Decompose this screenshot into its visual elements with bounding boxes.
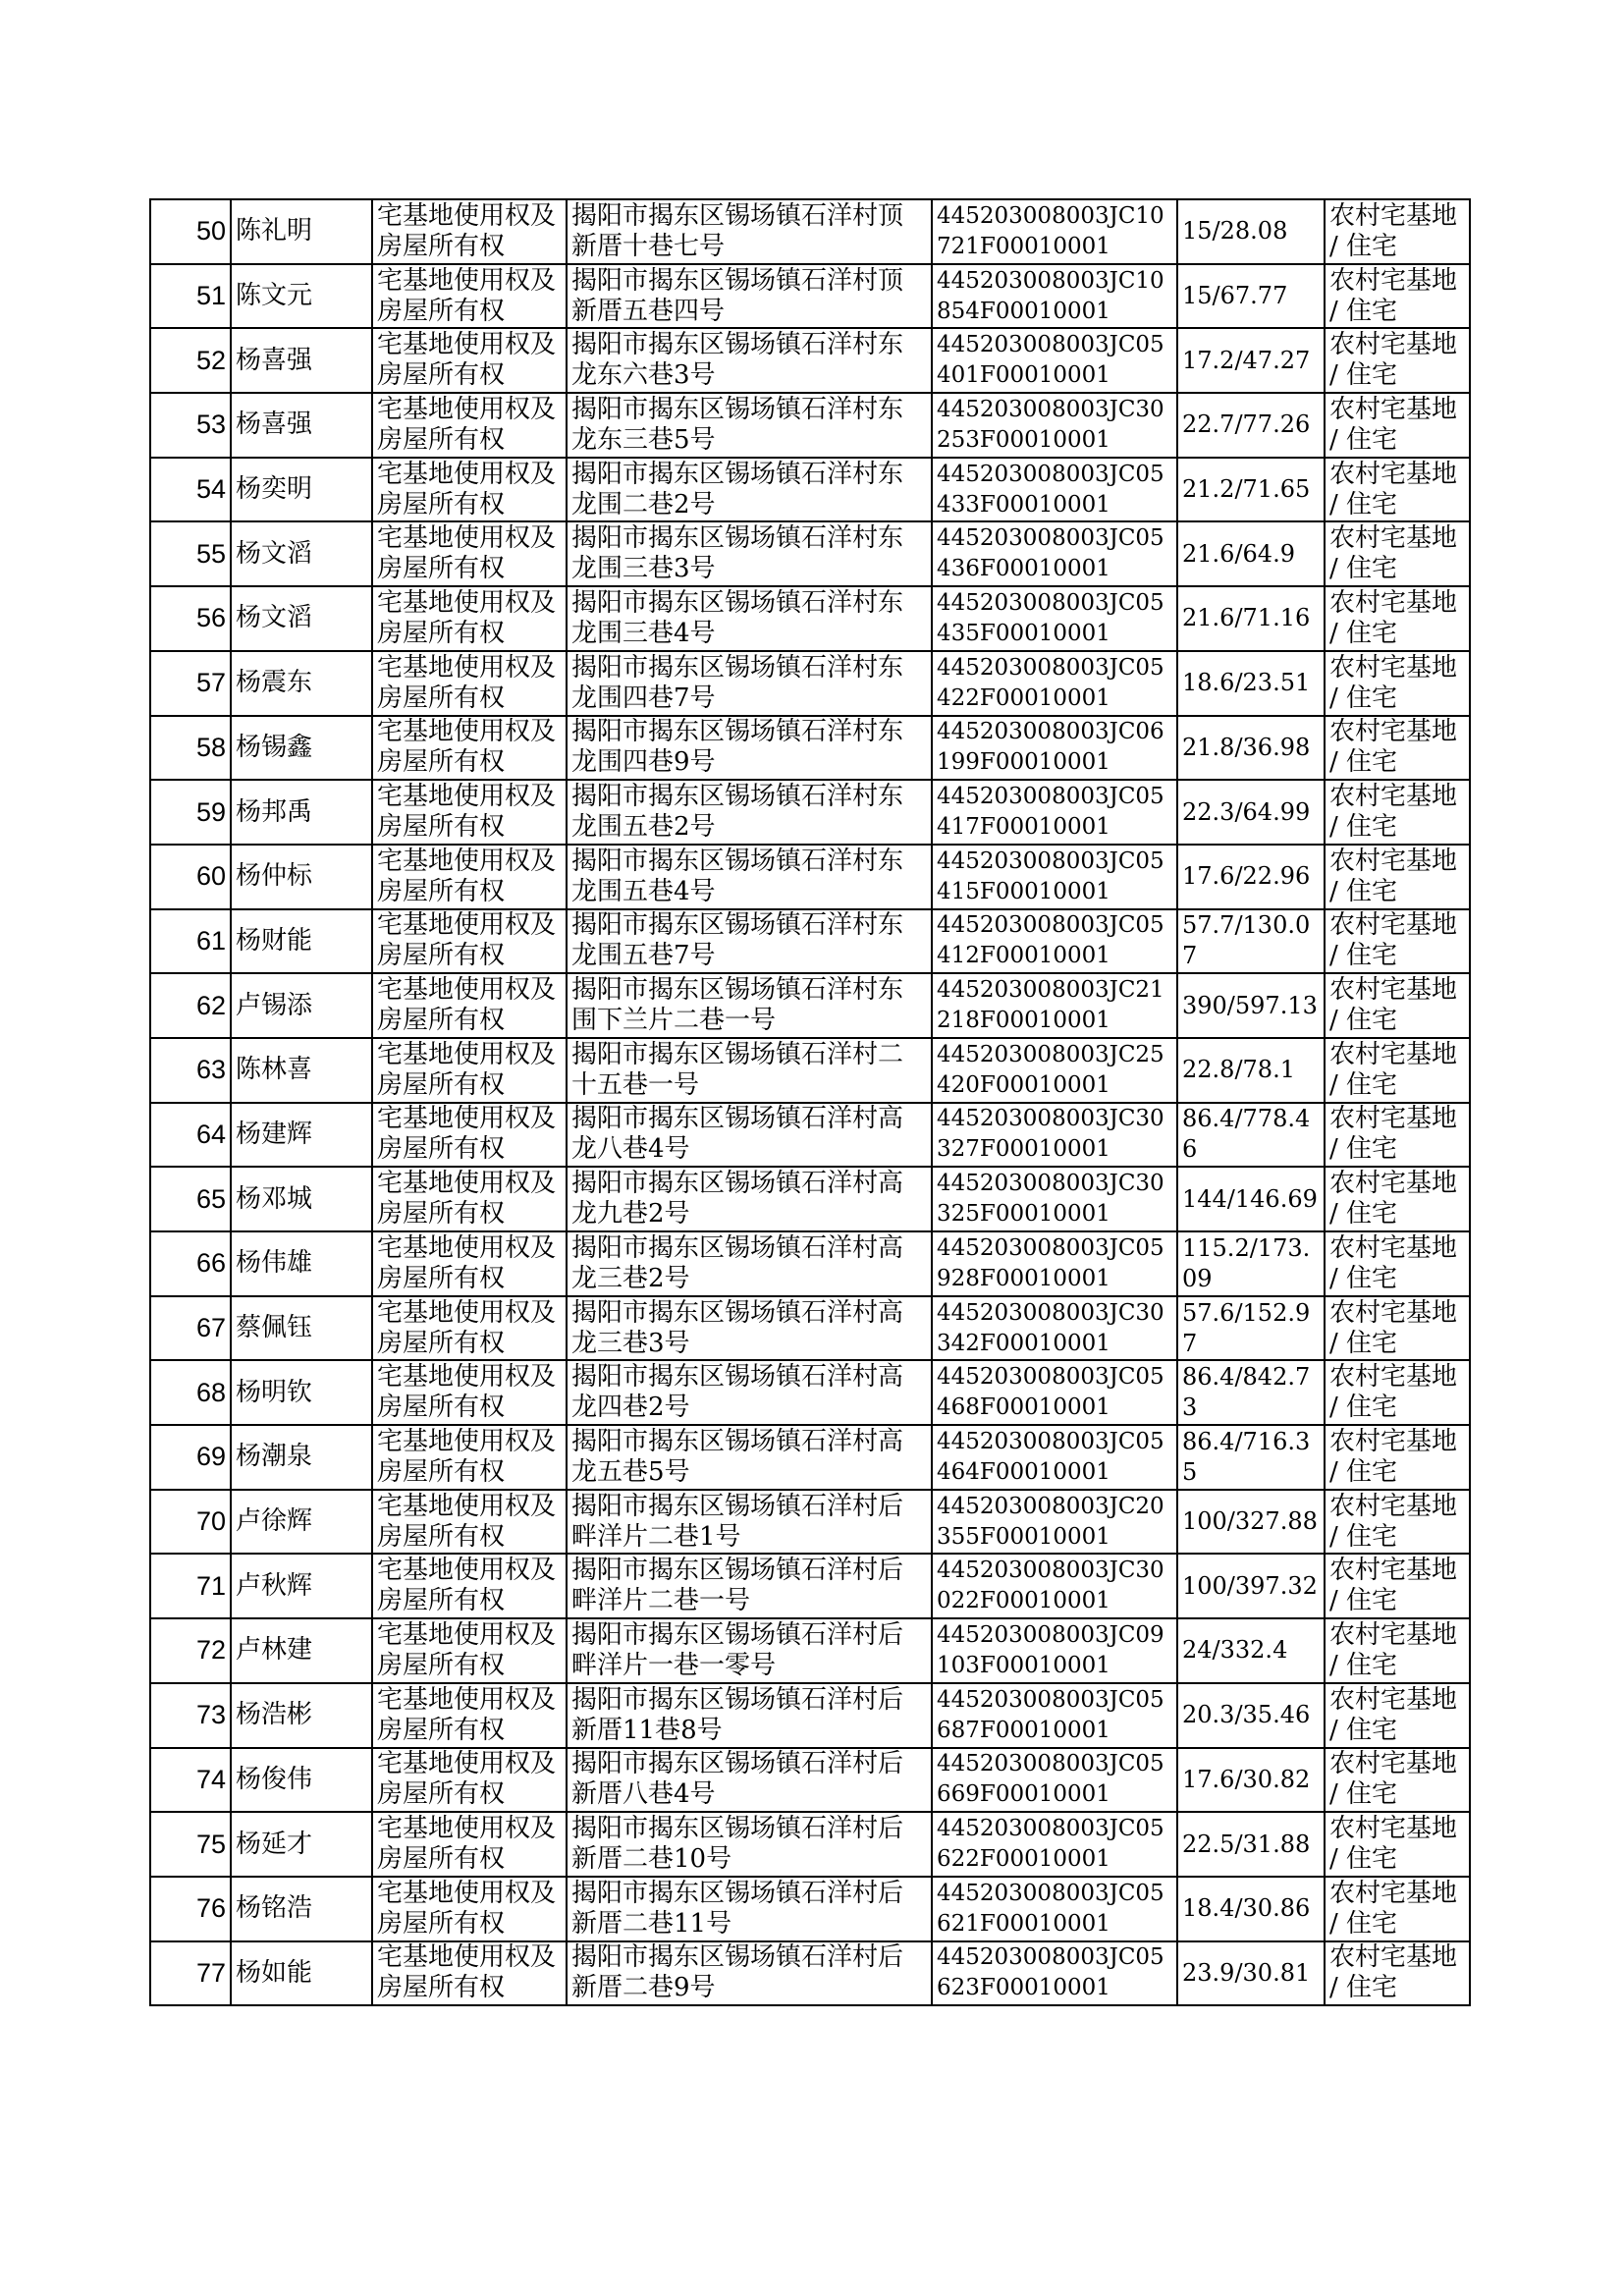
area-cell: 20.3/35.46 — [1177, 1683, 1325, 1748]
unit-code-cell: 445203008003JC10721F00010001 — [932, 199, 1177, 264]
area-cell: 23.9/30.81 — [1177, 1941, 1325, 2006]
right-type-cell: 宅基地使用权及房屋所有权 — [372, 1554, 567, 1618]
address-cell: 揭阳市揭东区锡场镇石洋村后畔洋片一巷一零号 — [567, 1618, 932, 1683]
right-type-cell: 宅基地使用权及房屋所有权 — [372, 1748, 567, 1813]
address-cell: 揭阳市揭东区锡场镇石洋村东龙围二巷2号 — [567, 458, 932, 522]
unit-code-cell: 445203008003JC09103F00010001 — [932, 1618, 1177, 1683]
owner-name-cell: 杨建辉 — [231, 1103, 372, 1168]
row-number-cell: 65 — [150, 1167, 231, 1231]
row-number-cell: 59 — [150, 780, 231, 845]
right-type-cell: 宅基地使用权及房屋所有权 — [372, 845, 567, 909]
row-number-cell: 66 — [150, 1231, 231, 1296]
land-use-cell: 农村宅基地 / 住宅 — [1325, 845, 1470, 909]
address-cell: 揭阳市揭东区锡场镇石洋村高龙九巷2号 — [567, 1167, 932, 1231]
row-number-cell: 61 — [150, 909, 231, 974]
table-row — [150, 1941, 1470, 2006]
row-number-cell: 57 — [150, 651, 231, 716]
area-cell: 100/397.32 — [1177, 1554, 1325, 1618]
land-use-cell: 农村宅基地 / 住宅 — [1325, 1360, 1470, 1425]
owner-name-cell: 杨文滔 — [231, 586, 372, 651]
area-cell: 86.4/778.46 — [1177, 1103, 1325, 1168]
unit-code-cell: 445203008003JC05928F00010001 — [932, 1231, 1177, 1296]
table-row — [150, 1618, 1470, 1683]
owner-name-cell: 杨财能 — [231, 909, 372, 974]
unit-code-cell: 445203008003JC05468F00010001 — [932, 1360, 1177, 1425]
land-use-cell: 农村宅基地 / 住宅 — [1325, 1877, 1470, 1941]
address-cell: 揭阳市揭东区锡场镇石洋村东围下兰片二巷一号 — [567, 973, 932, 1038]
unit-code-cell: 445203008003JC05622F00010001 — [932, 1812, 1177, 1877]
unit-code-cell: 445203008003JC05464F00010001 — [932, 1425, 1177, 1490]
land-use-cell: 农村宅基地 / 住宅 — [1325, 1490, 1470, 1555]
land-use-cell: 农村宅基地 / 住宅 — [1325, 909, 1470, 974]
land-use-cell: 农村宅基地 / 住宅 — [1325, 1038, 1470, 1103]
land-use-cell: 农村宅基地 / 住宅 — [1325, 328, 1470, 393]
owner-name-cell: 卢林建 — [231, 1618, 372, 1683]
address-cell: 揭阳市揭东区锡场镇石洋村高龙三巷3号 — [567, 1296, 932, 1361]
right-type-cell: 宅基地使用权及房屋所有权 — [372, 1296, 567, 1361]
address-cell: 揭阳市揭东区锡场镇石洋村东龙围五巷2号 — [567, 780, 932, 845]
land-use-cell: 农村宅基地 / 住宅 — [1325, 458, 1470, 522]
unit-code-cell: 445203008003JC30342F00010001 — [932, 1296, 1177, 1361]
property-rights-table — [149, 198, 1471, 2006]
unit-code-cell: 445203008003JC05412F00010001 — [932, 909, 1177, 974]
land-use-cell: 农村宅基地 / 住宅 — [1325, 1941, 1470, 2006]
address-cell: 揭阳市揭东区锡场镇石洋村后新厝二巷11号 — [567, 1877, 932, 1941]
address-cell: 揭阳市揭东区锡场镇石洋村东龙东六巷3号 — [567, 328, 932, 393]
row-number-cell: 50 — [150, 199, 231, 264]
unit-code-cell: 445203008003JC05417F00010001 — [932, 780, 1177, 845]
table-row — [150, 716, 1470, 781]
owner-name-cell: 杨延才 — [231, 1812, 372, 1877]
unit-code-cell: 445203008003JC05433F00010001 — [932, 458, 1177, 522]
unit-code-cell: 445203008003JC25420F00010001 — [932, 1038, 1177, 1103]
row-number-cell: 52 — [150, 328, 231, 393]
table-row — [150, 909, 1470, 974]
owner-name-cell: 卢锡添 — [231, 973, 372, 1038]
row-number-cell: 69 — [150, 1425, 231, 1490]
table-row — [150, 1038, 1470, 1103]
table-row — [150, 1812, 1470, 1877]
row-number-cell: 58 — [150, 716, 231, 781]
address-cell: 揭阳市揭东区锡场镇石洋村东龙围三巷3号 — [567, 521, 932, 586]
address-cell: 揭阳市揭东区锡场镇石洋村东龙围五巷7号 — [567, 909, 932, 974]
land-use-cell: 农村宅基地 / 住宅 — [1325, 973, 1470, 1038]
right-type-cell: 宅基地使用权及房屋所有权 — [372, 1941, 567, 2006]
address-cell: 揭阳市揭东区锡场镇石洋村高龙四巷2号 — [567, 1360, 932, 1425]
right-type-cell: 宅基地使用权及房屋所有权 — [372, 1360, 567, 1425]
area-cell: 17.6/30.82 — [1177, 1748, 1325, 1813]
right-type-cell: 宅基地使用权及房屋所有权 — [372, 1812, 567, 1877]
row-number-cell: 51 — [150, 264, 231, 329]
unit-code-cell: 445203008003JC05435F00010001 — [932, 586, 1177, 651]
row-number-cell: 68 — [150, 1360, 231, 1425]
area-cell: 21.2/71.65 — [1177, 458, 1325, 522]
owner-name-cell: 杨明钦 — [231, 1360, 372, 1425]
area-cell: 144/146.69 — [1177, 1167, 1325, 1231]
owner-name-cell: 杨伟雄 — [231, 1231, 372, 1296]
area-cell: 22.5/31.88 — [1177, 1812, 1325, 1877]
right-type-cell: 宅基地使用权及房屋所有权 — [372, 1683, 567, 1748]
right-type-cell: 宅基地使用权及房屋所有权 — [372, 199, 567, 264]
table-row — [150, 1103, 1470, 1168]
row-number-cell: 77 — [150, 1941, 231, 2006]
right-type-cell: 宅基地使用权及房屋所有权 — [372, 1877, 567, 1941]
land-use-cell: 农村宅基地 / 住宅 — [1325, 199, 1470, 264]
unit-code-cell: 445203008003JC05422F00010001 — [932, 651, 1177, 716]
land-use-cell: 农村宅基地 / 住宅 — [1325, 1683, 1470, 1748]
address-cell: 揭阳市揭东区锡场镇石洋村高龙五巷5号 — [567, 1425, 932, 1490]
owner-name-cell: 杨仲标 — [231, 845, 372, 909]
table-row — [150, 1683, 1470, 1748]
right-type-cell: 宅基地使用权及房屋所有权 — [372, 716, 567, 781]
area-cell: 21.8/36.98 — [1177, 716, 1325, 781]
table-row — [150, 651, 1470, 716]
land-use-cell: 农村宅基地 / 住宅 — [1325, 780, 1470, 845]
unit-code-cell: 445203008003JC05687F00010001 — [932, 1683, 1177, 1748]
land-use-cell: 农村宅基地 / 住宅 — [1325, 264, 1470, 329]
table-row — [150, 586, 1470, 651]
table-row — [150, 845, 1470, 909]
address-cell: 揭阳市揭东区锡场镇石洋村后新厝八巷4号 — [567, 1748, 932, 1813]
unit-code-cell: 445203008003JC10854F00010001 — [932, 264, 1177, 329]
right-type-cell: 宅基地使用权及房屋所有权 — [372, 973, 567, 1038]
table-row — [150, 1231, 1470, 1296]
unit-code-cell: 445203008003JC05401F00010001 — [932, 328, 1177, 393]
address-cell: 揭阳市揭东区锡场镇石洋村高龙八巷4号 — [567, 1103, 932, 1168]
area-cell: 21.6/64.9 — [1177, 521, 1325, 586]
land-use-cell: 农村宅基地 / 住宅 — [1325, 1296, 1470, 1361]
unit-code-cell: 445203008003JC30022F00010001 — [932, 1554, 1177, 1618]
row-number-cell: 70 — [150, 1490, 231, 1555]
table-row — [150, 1490, 1470, 1555]
unit-code-cell: 445203008003JC20355F00010001 — [932, 1490, 1177, 1555]
area-cell: 21.6/71.16 — [1177, 586, 1325, 651]
address-cell: 揭阳市揭东区锡场镇石洋村东龙围四巷9号 — [567, 716, 932, 781]
row-number-cell: 54 — [150, 458, 231, 522]
address-cell: 揭阳市揭东区锡场镇石洋村后畔洋片二巷1号 — [567, 1490, 932, 1555]
row-number-cell: 76 — [150, 1877, 231, 1941]
area-cell: 15/67.77 — [1177, 264, 1325, 329]
address-cell: 揭阳市揭东区锡场镇石洋村高龙三巷2号 — [567, 1231, 932, 1296]
owner-name-cell: 杨如能 — [231, 1941, 372, 2006]
owner-name-cell: 杨邦禹 — [231, 780, 372, 845]
owner-name-cell: 杨震东 — [231, 651, 372, 716]
area-cell: 17.2/47.27 — [1177, 328, 1325, 393]
address-cell: 揭阳市揭东区锡场镇石洋村顶新厝五巷四号 — [567, 264, 932, 329]
table-row — [150, 393, 1470, 458]
area-cell: 57.6/152.97 — [1177, 1296, 1325, 1361]
right-type-cell: 宅基地使用权及房屋所有权 — [372, 458, 567, 522]
land-use-cell: 农村宅基地 / 住宅 — [1325, 1554, 1470, 1618]
unit-code-cell: 445203008003JC06199F00010001 — [932, 716, 1177, 781]
row-number-cell: 56 — [150, 586, 231, 651]
owner-name-cell: 杨浩彬 — [231, 1683, 372, 1748]
address-cell: 揭阳市揭东区锡场镇石洋村东龙围五巷4号 — [567, 845, 932, 909]
address-cell: 揭阳市揭东区锡场镇石洋村东龙东三巷5号 — [567, 393, 932, 458]
area-cell: 18.4/30.86 — [1177, 1877, 1325, 1941]
table-row — [150, 973, 1470, 1038]
land-use-cell: 农村宅基地 / 住宅 — [1325, 586, 1470, 651]
table-row — [150, 1554, 1470, 1618]
table-row — [150, 1748, 1470, 1813]
right-type-cell: 宅基地使用权及房屋所有权 — [372, 1038, 567, 1103]
owner-name-cell: 陈林喜 — [231, 1038, 372, 1103]
area-cell: 115.2/173.09 — [1177, 1231, 1325, 1296]
land-use-cell: 农村宅基地 / 住宅 — [1325, 1231, 1470, 1296]
table-row — [150, 1877, 1470, 1941]
owner-name-cell: 卢秋辉 — [231, 1554, 372, 1618]
row-number-cell: 55 — [150, 521, 231, 586]
table-row — [150, 1167, 1470, 1231]
row-number-cell: 63 — [150, 1038, 231, 1103]
owner-name-cell: 陈礼明 — [231, 199, 372, 264]
owner-name-cell: 杨俊伟 — [231, 1748, 372, 1813]
owner-name-cell: 杨喜强 — [231, 328, 372, 393]
right-type-cell: 宅基地使用权及房屋所有权 — [372, 1490, 567, 1555]
address-cell: 揭阳市揭东区锡场镇石洋村二十五巷一号 — [567, 1038, 932, 1103]
area-cell: 390/597.13 — [1177, 973, 1325, 1038]
address-cell: 揭阳市揭东区锡场镇石洋村后新厝二巷10号 — [567, 1812, 932, 1877]
land-use-cell: 农村宅基地 / 住宅 — [1325, 1748, 1470, 1813]
table-row — [150, 1360, 1470, 1425]
right-type-cell: 宅基地使用权及房屋所有权 — [372, 780, 567, 845]
area-cell: 22.8/78.1 — [1177, 1038, 1325, 1103]
unit-code-cell: 445203008003JC30325F00010001 — [932, 1167, 1177, 1231]
right-type-cell: 宅基地使用权及房屋所有权 — [372, 651, 567, 716]
owner-name-cell: 杨文滔 — [231, 521, 372, 586]
land-use-cell: 农村宅基地 / 住宅 — [1325, 1103, 1470, 1168]
right-type-cell: 宅基地使用权及房屋所有权 — [372, 1103, 567, 1168]
area-cell: 100/327.88 — [1177, 1490, 1325, 1555]
address-cell: 揭阳市揭东区锡场镇石洋村东龙围四巷7号 — [567, 651, 932, 716]
right-type-cell: 宅基地使用权及房屋所有权 — [372, 1231, 567, 1296]
owner-name-cell: 杨奕明 — [231, 458, 372, 522]
unit-code-cell: 445203008003JC30253F00010001 — [932, 393, 1177, 458]
owner-name-cell: 杨锡鑫 — [231, 716, 372, 781]
unit-code-cell: 445203008003JC05669F00010001 — [932, 1748, 1177, 1813]
table-row — [150, 1296, 1470, 1361]
area-cell: 18.6/23.51 — [1177, 651, 1325, 716]
address-cell: 揭阳市揭东区锡场镇石洋村顶新厝十巷七号 — [567, 199, 932, 264]
row-number-cell: 75 — [150, 1812, 231, 1877]
unit-code-cell: 445203008003JC05623F00010001 — [932, 1941, 1177, 2006]
land-use-cell: 农村宅基地 / 住宅 — [1325, 1812, 1470, 1877]
row-number-cell: 73 — [150, 1683, 231, 1748]
row-number-cell: 67 — [150, 1296, 231, 1361]
row-number-cell: 60 — [150, 845, 231, 909]
row-number-cell: 71 — [150, 1554, 231, 1618]
table-row — [150, 1425, 1470, 1490]
area-cell: 15/28.08 — [1177, 199, 1325, 264]
table-row — [150, 458, 1470, 522]
right-type-cell: 宅基地使用权及房屋所有权 — [372, 586, 567, 651]
table-row — [150, 328, 1470, 393]
land-use-cell: 农村宅基地 / 住宅 — [1325, 1618, 1470, 1683]
table-row — [150, 521, 1470, 586]
land-use-cell: 农村宅基地 / 住宅 — [1325, 1167, 1470, 1231]
owner-name-cell: 杨潮泉 — [231, 1425, 372, 1490]
owner-name-cell: 陈文元 — [231, 264, 372, 329]
owner-name-cell: 杨邓城 — [231, 1167, 372, 1231]
right-type-cell: 宅基地使用权及房屋所有权 — [372, 1618, 567, 1683]
unit-code-cell: 445203008003JC05621F00010001 — [932, 1877, 1177, 1941]
land-use-cell: 农村宅基地 / 住宅 — [1325, 521, 1470, 586]
right-type-cell: 宅基地使用权及房屋所有权 — [372, 521, 567, 586]
row-number-cell: 74 — [150, 1748, 231, 1813]
right-type-cell: 宅基地使用权及房屋所有权 — [372, 1425, 567, 1490]
area-cell: 22.7/77.26 — [1177, 393, 1325, 458]
area-cell: 22.3/64.99 — [1177, 780, 1325, 845]
land-use-cell: 农村宅基地 / 住宅 — [1325, 393, 1470, 458]
row-number-cell: 62 — [150, 973, 231, 1038]
land-use-cell: 农村宅基地 / 住宅 — [1325, 651, 1470, 716]
area-cell: 86.4/716.35 — [1177, 1425, 1325, 1490]
unit-code-cell: 445203008003JC21218F00010001 — [932, 973, 1177, 1038]
right-type-cell: 宅基地使用权及房屋所有权 — [372, 1167, 567, 1231]
unit-code-cell: 445203008003JC30327F00010001 — [932, 1103, 1177, 1168]
land-use-cell: 农村宅基地 / 住宅 — [1325, 1425, 1470, 1490]
owner-name-cell: 杨喜强 — [231, 393, 372, 458]
right-type-cell: 宅基地使用权及房屋所有权 — [372, 909, 567, 974]
row-number-cell: 53 — [150, 393, 231, 458]
right-type-cell: 宅基地使用权及房屋所有权 — [372, 328, 567, 393]
right-type-cell: 宅基地使用权及房屋所有权 — [372, 393, 567, 458]
table-row — [150, 780, 1470, 845]
unit-code-cell: 445203008003JC05415F00010001 — [932, 845, 1177, 909]
area-cell: 57.7/130.07 — [1177, 909, 1325, 974]
row-number-cell: 72 — [150, 1618, 231, 1683]
table-row — [150, 264, 1470, 329]
address-cell: 揭阳市揭东区锡场镇石洋村后新厝11巷8号 — [567, 1683, 932, 1748]
land-use-cell: 农村宅基地 / 住宅 — [1325, 716, 1470, 781]
owner-name-cell: 杨铭浩 — [231, 1877, 372, 1941]
table-body — [150, 199, 1470, 2005]
area-cell: 24/332.4 — [1177, 1618, 1325, 1683]
row-number-cell: 64 — [150, 1103, 231, 1168]
owner-name-cell: 蔡佩钰 — [231, 1296, 372, 1361]
address-cell: 揭阳市揭东区锡场镇石洋村后新厝二巷9号 — [567, 1941, 932, 2006]
area-cell: 17.6/22.96 — [1177, 845, 1325, 909]
area-cell: 86.4/842.73 — [1177, 1360, 1325, 1425]
address-cell: 揭阳市揭东区锡场镇石洋村东龙围三巷4号 — [567, 586, 932, 651]
address-cell: 揭阳市揭东区锡场镇石洋村后畔洋片二巷一号 — [567, 1554, 932, 1618]
right-type-cell: 宅基地使用权及房屋所有权 — [372, 264, 567, 329]
unit-code-cell: 445203008003JC05436F00010001 — [932, 521, 1177, 586]
table-row — [150, 199, 1470, 264]
owner-name-cell: 卢徐辉 — [231, 1490, 372, 1555]
